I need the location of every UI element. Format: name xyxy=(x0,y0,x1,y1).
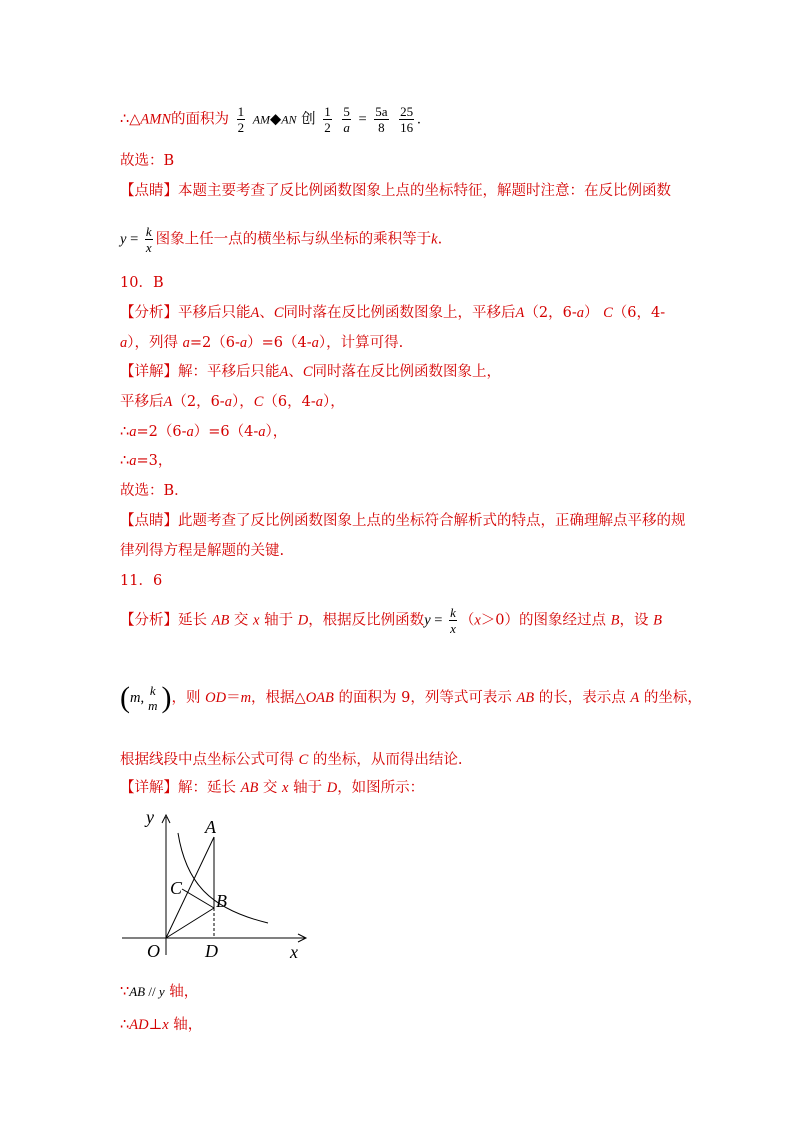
label-a: A xyxy=(205,817,216,837)
detail-10-line1: 【详解】解：平移后只能A、C同时落在反比例函数图象上， xyxy=(120,364,502,380)
detail-11-line1: 【详解】解：延长 AB 交 x 轴于 D，如图所示： xyxy=(120,780,425,796)
analysis-10-line1: 【分析】平移后只能A、C同时落在反比例函数图象上，平移后A（2，6-a） C（6，4- xyxy=(120,305,666,321)
label-d: D xyxy=(205,941,218,961)
comment-10-line2: 律列得方程是解题的关键. xyxy=(120,543,285,559)
label-c: C xyxy=(170,878,183,898)
area-amn-line: ∴△AMN的面积为 $\frac{1}{2}$ AM◆AN 创 $\frac{1}{2}$ $\frac{5}{a}$ = $\frac{5a}{8}$ $\frac{25}{16}$ . xyxy=(120,104,421,135)
fraction-5-over-a: $\frac{5}{a}$ xyxy=(343,104,350,135)
label-o: O xyxy=(147,941,160,961)
fraction-one-half: $\frac{1}{2}$ xyxy=(237,104,245,135)
detail-10-line4: ∴a=3， xyxy=(120,453,173,469)
analysis-11-line3: 根据线段中点坐标公式可得 C 的坐标，从而得出结论. xyxy=(120,752,463,768)
fraction-25-over-16: $\frac{25}{16}$ xyxy=(400,104,414,135)
label-y: y xyxy=(146,807,154,827)
fraction-k-over-m: k m xyxy=(148,683,158,713)
answer-line-10: 故选：B． xyxy=(120,483,189,499)
fraction-k-over-x-2: $\frac{k}{x}$ xyxy=(450,605,456,636)
detail-11-line3: ∴AD⊥x 轴， xyxy=(120,1017,203,1033)
analysis-11-line1: 【分析】延长 AB 交 x 轴于 D，根据反比例函数y = $\frac{k}{x}$ （x＞0）的图象经过点 B，设 B xyxy=(120,605,662,636)
comment-10-line1: 【点睛】此题考查了反比例函数图象上点的坐标符合解析式的特点，正确理解点平移的规 xyxy=(120,513,686,529)
label-x: x xyxy=(290,942,298,962)
analysis-10-line2: a），列得 a=2（6-a）=6（4-a），计算可得. xyxy=(120,335,404,351)
inverse-function-line: y = $\frac{k}{x}$ 图象上任一点的横坐标与纵坐标的乘积等于k. xyxy=(120,224,443,255)
fraction-one-half-2: $\frac{1}{2}$ xyxy=(324,104,331,135)
analysis-11-line2: (m, k m )，则 OD＝m，根据△OAB 的面积为 9，列等式可表示 AB 的长，表示点 A 的坐标， xyxy=(120,681,702,714)
question-11-answer: 11．6 xyxy=(120,573,163,589)
fraction-k-over-x: $\frac{k}{x}$ xyxy=(145,224,152,255)
segment-cb xyxy=(182,889,214,908)
fraction-5a-over-8: $\frac{5a}{8}$ xyxy=(375,104,388,135)
answer-line-9: 故选：B xyxy=(120,153,175,169)
detail-10-line3: ∴a=2（6-a）=6（4-a）， xyxy=(120,424,288,440)
label-b: B xyxy=(216,891,227,911)
coordinate-figure xyxy=(118,803,318,973)
detail-11-line2: ∵AB // y 轴， xyxy=(120,984,199,1000)
comment-line-9: 【点睛】本题主要考查了反比例函数图象上点的坐标特征，解题时注意：在反比例函数 xyxy=(120,183,671,199)
detail-10-line2: 平移后A（2，6-a），C（6，4-a）， xyxy=(120,394,345,410)
question-10-answer: 10．B xyxy=(120,275,164,291)
